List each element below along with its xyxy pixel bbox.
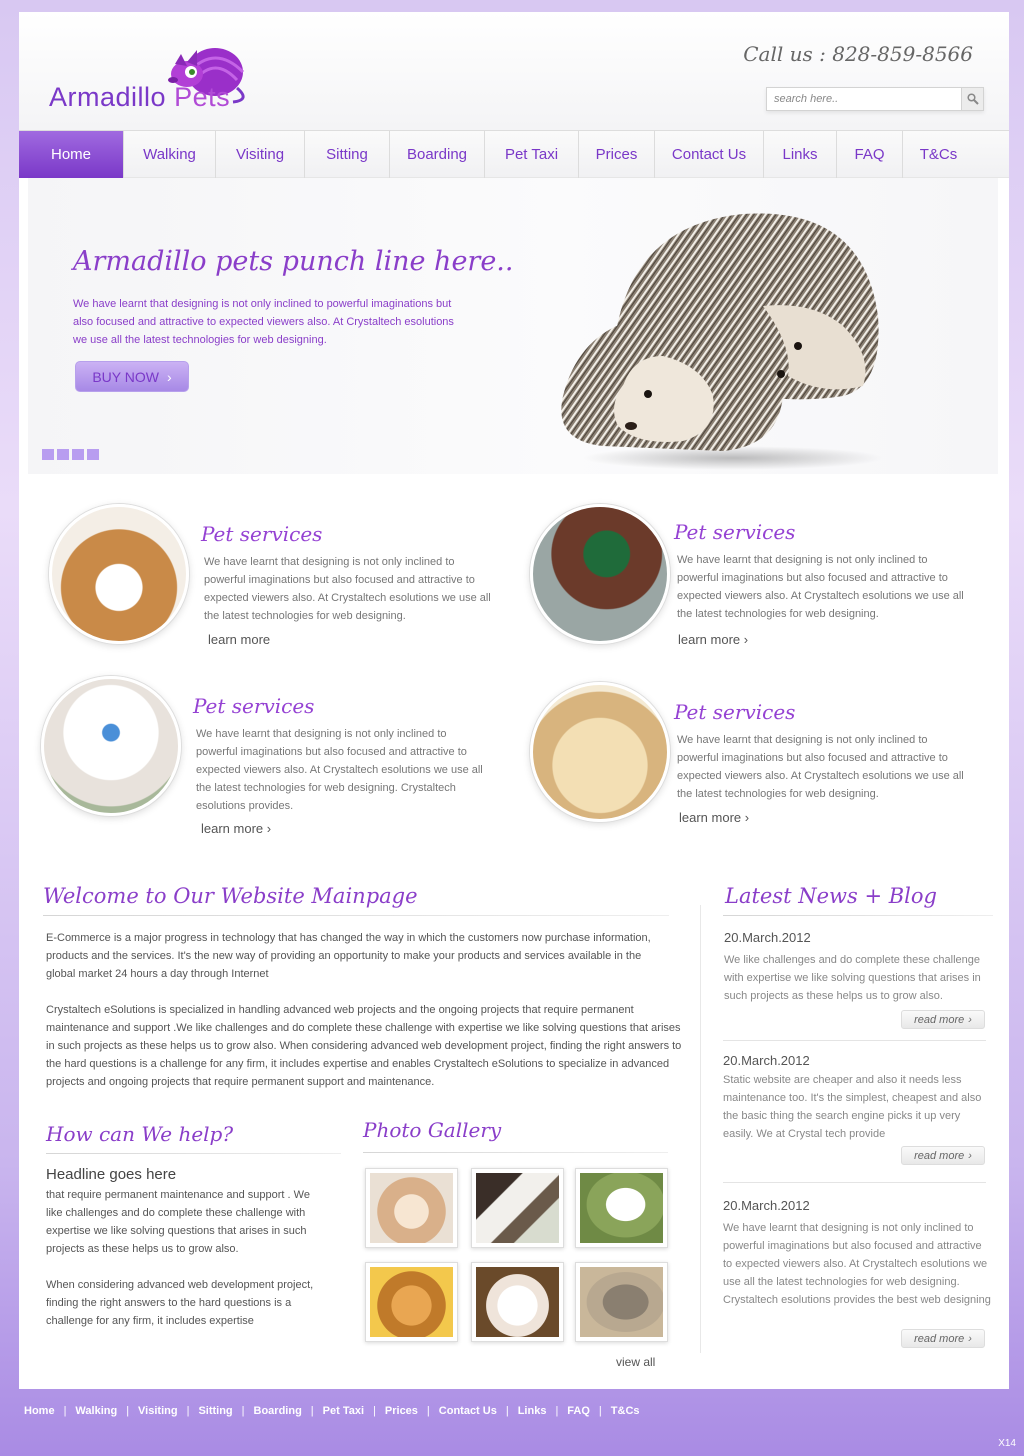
nav-item-walking[interactable]: Walking <box>124 131 216 178</box>
nav-item-pet-taxi[interactable]: Pet Taxi <box>485 131 579 178</box>
service-text: We have learnt that designing is not only inclined to powerful imaginations but also focused and attractive to expected viewers also. At Crystaltech esolutions we use all the latest technologies for web designing. <box>204 556 491 622</box>
read-more-button[interactable] <box>901 1329 985 1348</box>
nav-item-sitting[interactable]: Sitting <box>305 131 390 178</box>
armadillo-photo <box>580 1267 663 1337</box>
footer-separator: | <box>126 1405 130 1417</box>
white-rabbit-photo <box>476 1267 559 1337</box>
site-header <box>19 12 1009 130</box>
read-more-label: read more <box>914 1149 965 1162</box>
footer-separator: | <box>598 1405 602 1417</box>
gallery-thumb[interactable] <box>471 1168 564 1248</box>
chevron-right-icon: › <box>968 1332 972 1345</box>
footer-separator: | <box>373 1405 376 1417</box>
read-more-button[interactable] <box>901 1010 985 1029</box>
news-text: We have learnt that designing is not only inclined to powerful imaginations but also focused and attractive to expected viewers also. At Crystaltech esolutions we use all the latest technologies for web designing. Crystaltech esolutions provides the best web designing <box>723 1222 991 1306</box>
help-paragraph-2: When considering advanced web development project, finding the right answers to the hard questions is a challenge for any firm, it includes expertise <box>46 1279 314 1327</box>
divider <box>723 915 993 916</box>
divider <box>723 1182 986 1183</box>
divider <box>46 1153 341 1154</box>
help-paragraph-1: that require permanent maintenance and support . We like challenges and do complete these challenge with expertise we like solving questions that arises in such projects as these helps us to grow also. <box>46 1189 310 1255</box>
search-button[interactable] <box>961 88 983 110</box>
nav-item-boarding[interactable]: Boarding <box>390 131 485 178</box>
service-text: We have learnt that designing is not only inclined to powerful imaginations but also focused and attractive to expected viewers also. At Crystaltech esolutions we use all the latest technologies for web designing. <box>677 734 964 800</box>
divider <box>43 915 669 916</box>
slider-dot[interactable] <box>87 449 99 460</box>
footer-separator: | <box>241 1405 245 1417</box>
hedgehog-photo <box>543 196 888 471</box>
hero-title: Armadillo pets punch line here.. <box>73 246 514 277</box>
learn-more-link[interactable]: learn more › <box>678 632 749 647</box>
chevron-right-icon: › <box>166 368 172 385</box>
read-more-button[interactable] <box>901 1146 985 1165</box>
read-more-label: read more <box>914 1013 965 1026</box>
footer-nav <box>24 1405 640 1417</box>
footer-link-faq[interactable]: FAQ <box>567 1405 590 1417</box>
footer-link-visiting[interactable]: Visiting <box>138 1405 178 1417</box>
footer-separator: | <box>310 1405 314 1417</box>
slider-dots <box>42 449 99 460</box>
slider-dot[interactable] <box>72 449 84 460</box>
gallery-thumb[interactable] <box>365 1168 458 1248</box>
footer-link-boarding[interactable]: Boarding <box>253 1405 302 1417</box>
footer-link-contact-us[interactable]: Contact Us <box>438 1405 497 1417</box>
service-title: Pet services <box>201 522 323 546</box>
phone-number: Call us : 828-859-8566 <box>743 42 973 66</box>
gallery-thumb[interactable] <box>365 1262 458 1342</box>
nav-item-home[interactable]: Home <box>19 131 124 178</box>
footer-separator: | <box>505 1405 509 1417</box>
divider <box>363 1152 668 1153</box>
divider <box>723 1040 986 1041</box>
page-container <box>19 12 1009 1389</box>
footer-link-walking[interactable]: Walking <box>75 1405 118 1417</box>
search-icon <box>967 93 979 105</box>
nav-item-visiting[interactable]: Visiting <box>216 131 305 178</box>
goat-photo <box>476 1173 559 1243</box>
gallery-title: Photo Gallery <box>363 1118 502 1142</box>
hamster-photo <box>370 1173 453 1243</box>
service-text: We have learnt that designing is not only inclined to powerful imaginations but also focused and attractive to expected viewers also. At Crystaltech esolutions we use all the latest technologies for web designing. Crystaltech esolutions provides. <box>196 728 483 812</box>
bunny-photo <box>530 682 670 822</box>
logo[interactable] <box>49 34 249 114</box>
slider-dot[interactable] <box>57 449 69 460</box>
footer-separator: | <box>186 1405 190 1417</box>
white-puppy-photo <box>41 676 181 816</box>
help-headline: Headline goes here <box>46 1166 177 1183</box>
gallery-thumb[interactable] <box>575 1168 668 1248</box>
search-input[interactable] <box>767 88 959 110</box>
rabbit-photo <box>370 1267 453 1337</box>
news-date: 20.March.2012 <box>723 1198 810 1213</box>
chevron-right-icon: › <box>968 1149 972 1162</box>
footer-separator: | <box>63 1405 67 1417</box>
welcome-paragraph-2: Crystaltech eSolutions is specialized in handling advanced web projects and the ongoing projects that require permanent maintenance and support .We like challenges and do complete these challenge with expertise we like solving questions that arises in such projects as these helps us to grow also. When considering advanced web development project, finding the right answers to the hard questions is a challenge for any firm, it includes expertise and enables Crystaltech eSolutions to specialize in advanced projects and ongoing projects that require permanent support and maintenance. <box>46 1004 682 1088</box>
news-date: 20.March.2012 <box>724 930 811 945</box>
footer-separator: | <box>426 1405 430 1417</box>
learn-more-link[interactable]: learn more › <box>679 810 750 825</box>
nav-item-links[interactable]: Links <box>764 131 837 178</box>
logo-name-part2: Pets <box>174 82 231 112</box>
footer-link-tcs[interactable]: T&Cs <box>610 1405 640 1417</box>
gallery-thumb[interactable] <box>471 1262 564 1342</box>
news-text: We like challenges and do complete these challenge with expertise we like solving questions that arises in such projects as these helps us to grow also. <box>724 954 981 1002</box>
footer-link-prices[interactable]: Prices <box>384 1405 418 1417</box>
logo-name-part1: Armadillo <box>49 82 167 112</box>
footer-link-links[interactable]: Links <box>517 1405 547 1417</box>
welcome-title: Welcome to Our Website Mainpage <box>43 884 418 908</box>
hero-banner <box>28 178 998 474</box>
welcome-paragraph-1: E-Commerce is a major progress in technology that has changed the way in which the customers now purchase information, products and the services. It's the new way of providing an opportunity to make your products and services available in the global market 24 hours a day through Internet <box>46 932 651 980</box>
read-more-label: read more <box>914 1332 965 1345</box>
main-nav <box>19 130 1009 178</box>
buy-now-button[interactable] <box>75 361 189 392</box>
column-divider <box>700 905 701 1353</box>
goose-photo <box>580 1173 663 1243</box>
hero-text: We have learnt that designing is not only inclined to powerful imaginations but also focused and attractive to expected viewers also. At Crystaltech esolutions we use all the latest technologies for web designing. <box>73 298 454 346</box>
learn-more-link[interactable]: learn more <box>208 632 271 647</box>
nav-item-prices[interactable]: Prices <box>579 131 655 178</box>
learn-more-link[interactable]: learn more › <box>201 821 272 836</box>
service-text: We have learnt that designing is not only inclined to powerful imaginations but also focused and attractive to expected viewers also. At Crystaltech esolutions we use all the latest technologies for web designing. <box>677 554 964 620</box>
news-date: 20.March.2012 <box>723 1053 810 1068</box>
nav-item-contact-us[interactable]: Contact Us <box>655 131 764 178</box>
footer-separator: | <box>555 1405 559 1417</box>
news-title: Latest News + Blog <box>725 884 937 908</box>
credit-text: X14 <box>998 1438 1016 1449</box>
logo-text <box>49 82 230 113</box>
footer-link-pet-taxi[interactable]: Pet Taxi <box>322 1405 365 1417</box>
help-title: How can We help? <box>46 1122 234 1146</box>
search-box <box>766 87 984 111</box>
slider-dot[interactable] <box>42 449 54 460</box>
puppy-photo <box>49 504 189 644</box>
view-all-link[interactable]: view all <box>616 1355 656 1369</box>
gallery-thumb[interactable] <box>575 1262 668 1342</box>
footer-link-home[interactable]: Home <box>24 1405 55 1417</box>
news-text: Static website are cheaper and also it needs less maintenance too. It's the simplest, cheapest and also the basic thing the search engine picks it up very easily. We at Crystal tech provide <box>723 1074 982 1140</box>
footer-link-sitting[interactable]: Sitting <box>198 1405 233 1417</box>
nav-item-tcs[interactable]: T&Cs <box>919 146 958 163</box>
duck-photo <box>530 504 670 644</box>
buy-now-label: BUY NOW <box>92 368 159 385</box>
nav-item-faq[interactable]: FAQ <box>837 131 903 178</box>
service-title: Pet services <box>193 694 315 718</box>
service-title: Pet services <box>674 520 796 544</box>
chevron-right-icon: › <box>968 1013 972 1026</box>
service-title: Pet services <box>674 700 796 724</box>
